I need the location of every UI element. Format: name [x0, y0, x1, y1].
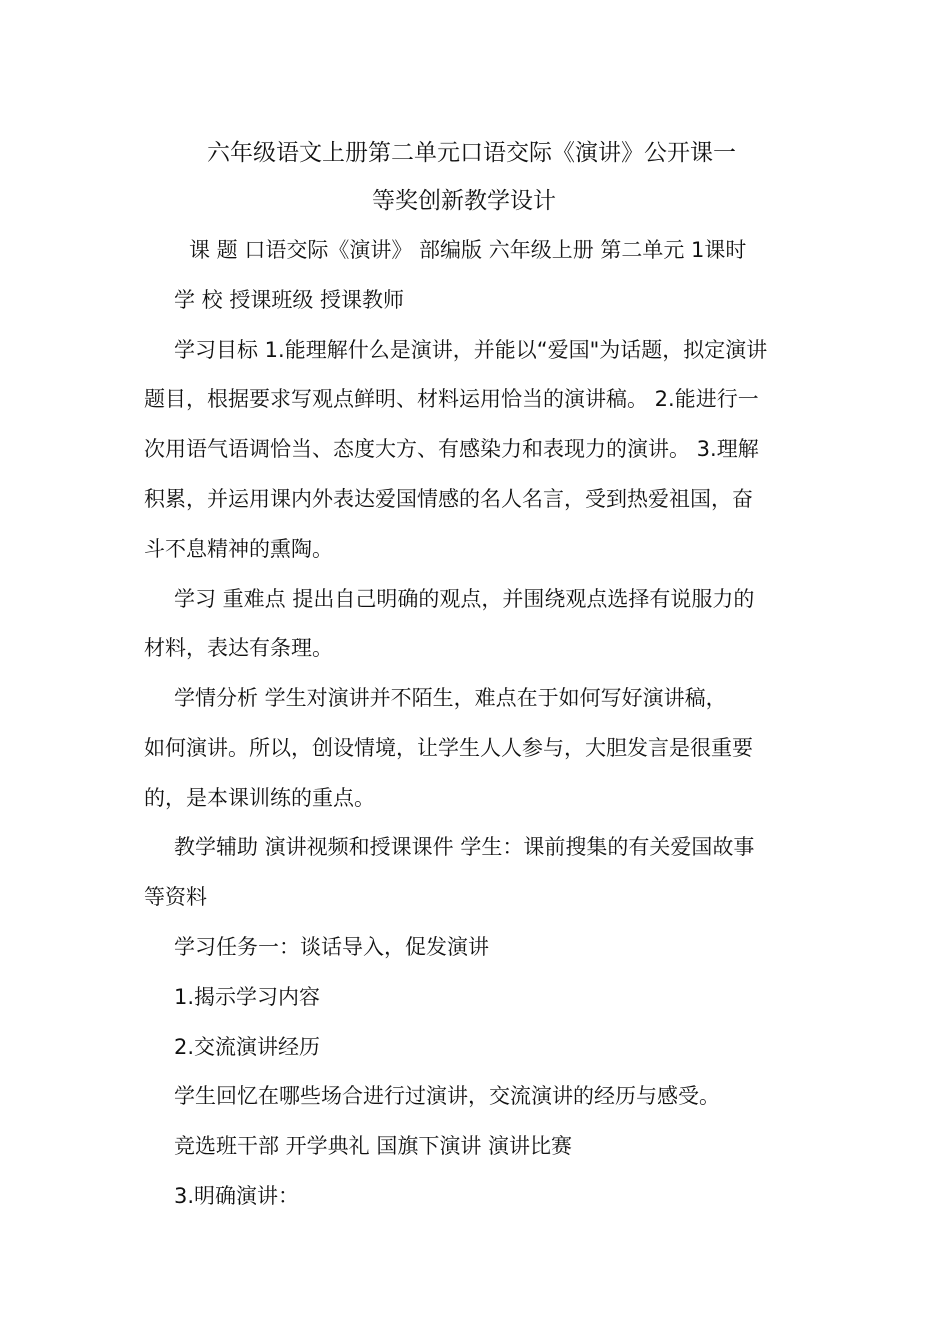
- key-difficulties-line: 学习 重难点 提出自己明确的观点，并围绕观点选择有说服力的: [174, 587, 755, 611]
- paragraph-line: 的，是本课训练的重点。: [144, 786, 375, 810]
- step-3-line: 3.明确演讲：: [174, 1184, 300, 1208]
- paragraph-line: 材料，表达有条理。: [144, 636, 333, 660]
- paragraph-line: 题目，根据要求写观点鲜明、材料运用恰当的演讲稿。 2.能进行一: [144, 387, 759, 411]
- teaching-aids-line: 教学辅助 演讲视频和授课课件 学生：课前搜集的有关爱国故事: [174, 835, 755, 859]
- occasions-line: 竞选班干部 开学典礼 国旗下演讲 演讲比赛: [174, 1134, 573, 1158]
- student-analysis-line: 学情分析 学生对演讲并不陌生，难点在于如何写好演讲稿，: [174, 686, 727, 710]
- school-class-teacher-line: 学 校 授课班级 授课教师: [174, 288, 405, 312]
- paragraph-line: 如何演讲。所以，创设情境，让学生人人参与，大胆发言是很重要: [144, 736, 753, 760]
- task-one-heading: 学习任务一：谈话导入，促发演讲: [174, 935, 489, 959]
- step-2-line: 2.交流演讲经历: [174, 1035, 321, 1059]
- course-topic-line: 课 题 口语交际《演讲》 部编版 六年级上册 第二单元 1课时: [189, 238, 747, 262]
- paragraph-line: 积累，并运用课内外表达爱国情感的名人名言，受到热爱祖国，奋: [144, 487, 753, 511]
- document-title-line-1: 六年级语文上册第二单元口语交际《演讲》公开课一: [207, 140, 736, 166]
- paragraph-line: 学生回忆在哪些场合进行过演讲，交流演讲的经历与感受。: [174, 1084, 720, 1108]
- paragraph-line: 等资料: [144, 885, 207, 909]
- document-title-line-2: 等奖创新教学设计: [372, 188, 556, 214]
- paragraph-line: 斗不息精神的熏陶。: [144, 537, 333, 561]
- learning-goals-line: 学习目标 1.能理解什么是演讲，并能以“爱国"为话题，拟定演讲: [174, 338, 768, 362]
- step-1-line: 1.揭示学习内容: [174, 985, 321, 1009]
- paragraph-line: 次用语气语调恰当、态度大方、有感染力和表现力的演讲。 3.理解: [144, 437, 759, 461]
